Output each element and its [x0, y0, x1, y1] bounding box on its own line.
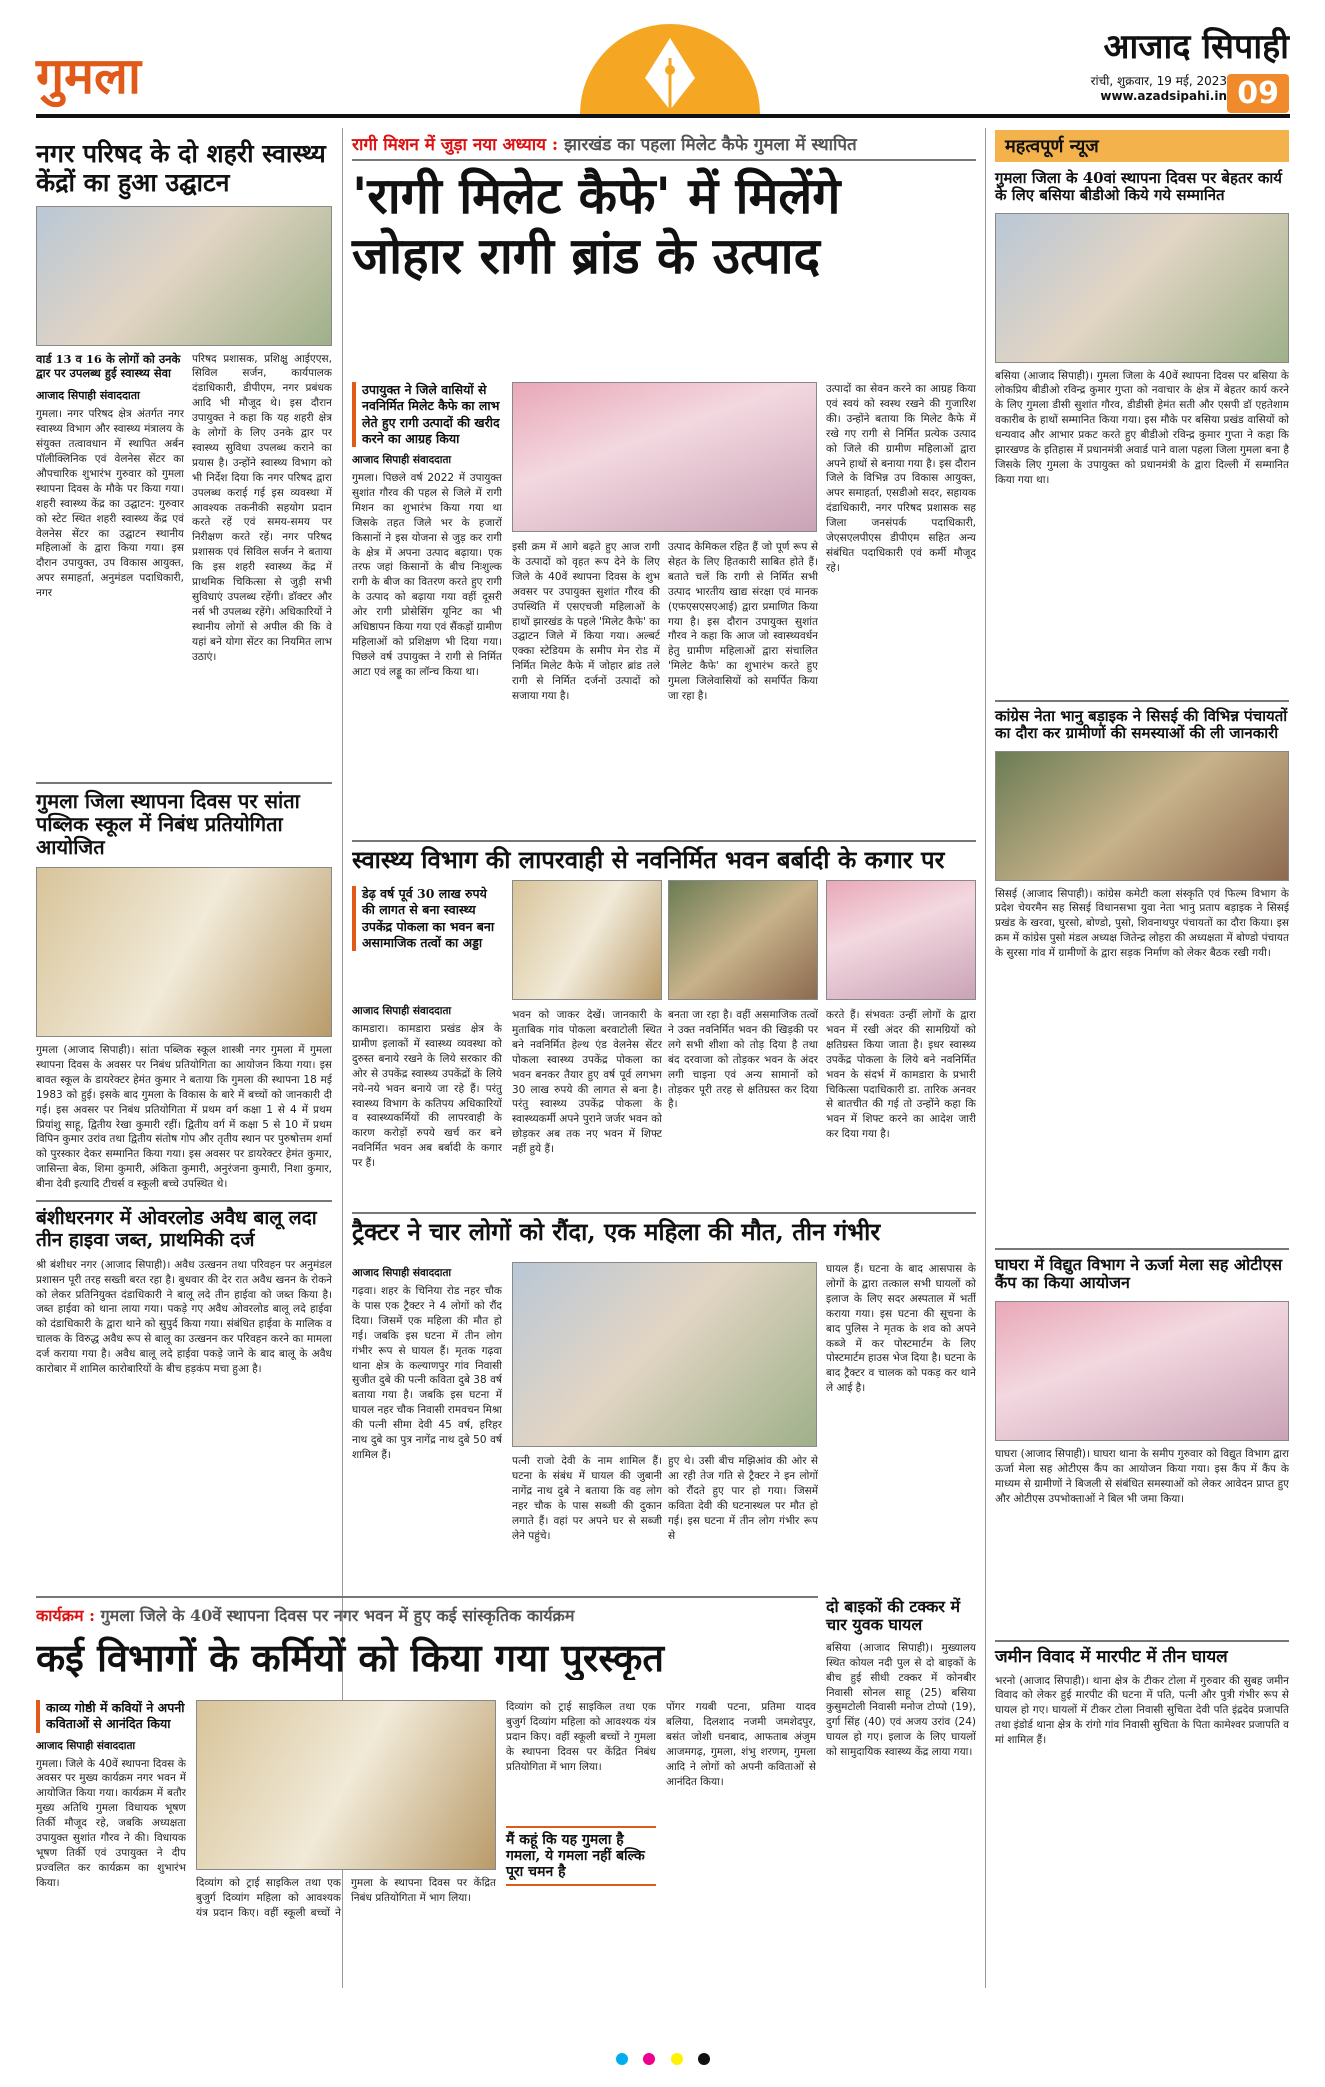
- article-photo: [995, 751, 1289, 881]
- article-photo: [36, 206, 332, 346]
- article-body: घाघरा (आजाद सिपाही)। घाघरा थाना के समीप गुरुवार को विद्युत विभाग द्वारा ऊर्जा मेला सह ओटीएस कैंप का आयोजन किया गया। इस कैंप में कैंप के माध्यम से ग्रामीणों ने बिजली से संबंधित समस्याओं को लेकर आवेदन प्राप्त हुए और ओटीएस उपभोक्ताओं ने बिल भी जमा किया।: [995, 1447, 1289, 1505]
- article-body: दिव्यांग को ट्राई साइकिल तथा एक बुजुर्ग दिव्यांग महिला को आवश्यक यंत्र प्रदान किए। वहीं स्कूली बच्चों ने गुमला के स्थापना दिवस पर केंद्रित निबंध प्रतियोगिता में भाग लिया।: [196, 1877, 496, 1919]
- article-bdo-honoured: [995, 170, 1289, 669]
- divider: [995, 1248, 1289, 1250]
- article-body: श्री बंशीधर नगर (आजाद सिपाही)। अवैध उत्खनन तथा परिवहन पर अनुमंडल प्रशासन पूरी तरह सख्ती बरत रहा है। बुधवार की देर रात अवैध खनन के रोकने को लेकर प्रतिनियुक्त दंडाधिकारी ने बालू लदे तीन हाईवा को जब्त किया है। जब्त हाईवा को थाना लाया गया। पकड़े गए अवैध ओवरलोड बालू लदे हाईवा को दंडाधिकारी के द्वारा थाने को सुपुर्द किया गया। संबंधित हाईवा के मालिक व चालक के विरुद्ध अवैध रूप से बालू का उत्खनन कर परिवहन करने का मामला दर्ज कराया गया है। अवैध बालू लदे हाईवा पकड़े जाने के बाद बालू के अवैध कारोबार में शामिल कारोबारियों के बीच हड़कंप मचा हुआ है।: [36, 1258, 332, 1376]
- article-body: बसिया (आजाद सिपाही)। मुख्यालय स्थित कोयल नदी पुल से दो बाइकों के बीच हुई सीधी टक्कर में कोनबीर निवासी सोनल साहू (25) बसिया कुसुमटोली निवासी मनोज टोप्पो (19), दुर्गा सिंह (40) एवं अजय उरांव (24) घायल हो गए। इलाज के लिए घायलों को सामुदायिक स्वास्थ्य केंद्र लाया गया।: [826, 1641, 976, 1759]
- subhead: उपायुक्त ने जिले वासियों से नवनिर्मित मिलेट कैफे का लाभ लेते हुए रागी उत्पादों की खरीद करने का आग्रह किया: [352, 382, 502, 447]
- divider: [36, 782, 332, 784]
- headline: दो बाइकों की टक्कर में चार युवक घायल: [826, 1597, 961, 1635]
- section-title: गुमला: [36, 46, 141, 105]
- article-photo: [995, 1301, 1289, 1441]
- article-body: गुमला। जिले के 40वें स्थापना दिवस के अवसर पर मुख्य कार्यक्रम नगर भवन में आयोजित किया गया। कार्यक्रम में बतौर मुख्य अतिथि गुमला विधायक भूषण तिर्की मौजूद रहे, जबकि अध्यक्षता उपायुक्त सुशांत गौरव ने की। विधायक भूषण तिर्की एवं उपायुक्त ने दीप प्रज्वलित कर कार्यक्रम का शुभारंभ किया।: [36, 1757, 186, 1889]
- article-body: बनता जा रहा है। वहीं असमाजिक तत्वों ने उक्त नवनिर्मित भवन की खिड़की पर लगे सभी शीशा को तोड़ दिया है तथा बंद दरवाजा को तोड़कर भवन के अंदर लगी चाइना एवं अन्य सामानों को तोड़कर पूरी तरह से क्षतिग्रस्त कर दिया है।: [668, 1009, 818, 1111]
- kicker-text: झारखंड का पहला मिलेट कैफे गुमला में स्थापित: [564, 135, 857, 155]
- tractor-col-1: [352, 1262, 502, 1594]
- masthead: [1059, 22, 1289, 112]
- cyan-dot: [616, 2053, 628, 2065]
- page-number: 09: [1227, 74, 1289, 113]
- article-sand-seizure: [36, 1208, 332, 1486]
- yellow-dot: [671, 2053, 683, 2065]
- article-body: कामडारा। कामडारा प्रखंड क्षेत्र के ग्रामीण इलाकों में स्वास्थ्य व्यवस्था को दुरुस्त बनाये रखने के लिये सरकार की ओर से उपकेंद्र स्वास्थ्य उपकेंद्रों के लिये नये-नये भवन बनाये जा रहे हैं। परंतु स्वास्थ्य विभाग के कतिपय अधिकारियों व स्वास्थ्यकर्मियों की लापरवाही के कारण करोड़ों रुपये खर्च कर बने नवनिर्मित भवन अब बर्बादी के कगार पर हैं।: [352, 1023, 502, 1170]
- article-urban-health: [36, 140, 332, 724]
- article-photo: [512, 382, 817, 532]
- program-col-3: [506, 1700, 656, 1892]
- article-body: घायल हैं। घटना के बाद आसपास के लोगों के द्वारा तत्काल सभी घायलों को इलाज के लिए सदर अस्पताल में भर्ती कराया गया। इस घटना की सूचना के बाद पुलिस ने मृतक के शव को अपने कब्जे में कर पोस्टमार्टम के लिए पोस्टमार्टम हाउस भेज दिया है। घटना के बाद ट्रैक्टर व चालक को पकड़ कर थाने ले आई है।: [826, 1263, 976, 1395]
- paper-name: आजाद सिपाही: [1103, 27, 1289, 67]
- divider: [352, 1212, 976, 1214]
- kicker-red: कार्यक्रम :: [36, 1606, 96, 1625]
- kicker: [352, 132, 976, 161]
- article-body: इसी क्रम में आगे बढ़ते हुए आज रागी के उत्पादों को वृहत रूप देने के लिए जिले के 40वें स्थापना दिवस के शुभ अवसर पर उपायुक्त सुशांत गौरव की उपस्थिति में एसएचजी महिलाओं के हाथों झारखंड के पहले 'मिलेट कैफे' का उद्घाटन जिले में किया गया। अल्बर्ट एक्का स्टेडियम के समीप मेन रोड में निर्मित मिलेट कैफे में जोहार ब्रांड तले रागी से निर्मित दर्जनों उत्पादों को सजाया गया है।: [512, 541, 660, 703]
- article-photo: [36, 867, 332, 1037]
- headline: ट्रैक्टर ने चार लोगों को रौंदा, एक महिला की मौत, तीन गंभीर: [352, 1218, 881, 1246]
- header-rule: [36, 114, 1290, 118]
- headline: बंशीधरनगर में ओवरलोड अवैध बालू लदा तीन हाइवा जब्त, प्राथमिकी दर्ज: [36, 1207, 317, 1251]
- health-col-1: [352, 1000, 502, 1212]
- dateline: रांची, शुक्रवार, 19 मई, 2023: [1090, 74, 1227, 88]
- millet-col-1: [352, 382, 502, 761]
- article-body: उत्पादों का सेवन करने का आग्रह किया एवं स्वयं को स्वस्थ रखने की गुजारिश की। उन्होंने बताया कि मिलेट कैफे में रखे गए रागी से निर्मित प्रत्येक उत्पाद को जिले की ग्रामीण महिलाओं द्वारा अपने हाथों से बनाया गया है। इस दौरान जिले के विभिन्न उप विकास आयुक्त, अपर समाहर्ता, एसडीओ सदर, सहायक दंडाधिकारी, नगर परिषद प्रशासक सह जिला जनसंपर्क पदाधिकारी, जेएसएलपीएस डीपीएम सहित अन्य संबंधित पदाधिकारी एवं कर्मी मौजूद रहे।: [826, 383, 976, 574]
- headline-line-2: जोहार रागी ब्रांड के उत्पाद: [352, 225, 821, 285]
- divider: [36, 1200, 332, 1202]
- article-body: भरनो (आजाद सिपाही)। थाना क्षेत्र के टीकर टोला में गुरुवार की सुबह जमीन विवाद को लेकर हुई मारपीट की घटना में पति, पत्नी और पुत्री गंभीर रूप से घायल हो गए। घायलों में टीकर टोला निवासी सुचिता देवी पति इंद्रदेव प्रजापति तथा इंडोर्ड थाना क्षेत्र के रांगो गांव निवासी सुचिता के पिता कामेश्वर प्रजापति व मां शामिल हैं।: [995, 1674, 1289, 1747]
- kicker: [36, 1604, 818, 1626]
- kicker-text: गुमला जिले के 40वें स्थापना दिवस पर नगर भवन में हुए कई सांस्कृतिक कार्यक्रम: [100, 1606, 575, 1625]
- article-body: गुमला। पिछले वर्ष 2022 में उपायुक्त सुशांत गौरव की पहल से जिले में रागी मिशन का शुभारंभ किया गया था जिसके तहत जिले भर के हजारों किसानों ने इस योजना से जुड़ कर रागी के क्षेत्र में अपना उत्पाद बढ़ाया। एक तरफ जहां किसानों के बीच निःशुल्क रागी के बीज का वितरण करते हुए रागी के उत्पाद को बढ़ाया गया वहीं दूसरी ओर रागी प्रोसेसिंग यूनिट का भी अधिष्ठापन किया गया एवं सैंकड़ों ग्रामीण महिलाओं को प्रशिक्षण भी दिया गया। पिछले वर्ष उपायुक्त ने रागी से निर्मित आटा एवं लड्डू का लॉन्च किया था।: [352, 472, 502, 678]
- article-body: पत्नी राजो देवी के नाम शामिल हैं। घटना के संबंध में घायल की जुबानी नागेंद्र नाथ दुबे ने बताया कि वह लोग नहर चौक के पास सब्जी की दुकान लगाते हैं। वहां पर अपने घर से सब्जी लेने पहुंचे।: [512, 1455, 662, 1542]
- registration-marks: [36, 2050, 1290, 2069]
- article-photo: [512, 1262, 817, 1447]
- headline: जमीन विवाद में मारपीट में तीन घायल: [995, 1647, 1228, 1667]
- divider: [36, 1596, 818, 1598]
- photo-caption: वार्ड 13 व 16 के लोगों को उनके द्वार पर उपलब्ध हुई स्वास्थ्य सेवा: [36, 351, 181, 380]
- important-news-label: महत्वपूर्ण न्यूज: [995, 130, 1289, 162]
- byline: आजाद सिपाही संवाददाता: [352, 1267, 452, 1279]
- subhead: काव्य गोष्ठी में कवियों ने अपनी कविताओं से आनंदित किया: [36, 1700, 186, 1733]
- headline: कई विभागों के कर्मियों को किया गया पुरस्कृत: [36, 1636, 664, 1680]
- important-news-box: [995, 130, 1289, 162]
- article-photo: [512, 880, 662, 1000]
- byline: आजाद सिपाही संवाददाता: [36, 389, 140, 403]
- article-body: उत्पाद केमिकल रहित हैं जो पूर्ण रूप से सेहत के लिए हितकारी साबित होते हैं। बताते चलें कि रागी से निर्मित सभी उत्पाद भारतीय खाद्य संरक्षा एवं मानक (एफएसएसएआई) द्वारा प्रमाणित किया गया है। इस दौरान उपायुक्त सुशांत गौरव ने कहा कि आज जो स्वास्थ्यवर्धन हेतु ग्रामीण महिलाओं द्वारा संचालित 'मिलेट कैफे' का शुभारंभ करते हुए गुमला जिलेवासियों को समर्पित किया जा रहा है।: [668, 541, 818, 703]
- website: www.azadsipahi.in: [1100, 89, 1227, 103]
- kicker-red: रागी मिशन में जुड़ा नया अध्याय :: [352, 135, 559, 155]
- byline: आजाद सिपाही संवाददाता: [352, 1005, 452, 1017]
- headline: घाघरा में विद्युत विभाग ने ऊर्जा मेला सह ओटीएस कैंप का किया आयोजन: [995, 1255, 1283, 1293]
- article-bike-accident: [826, 1598, 976, 1971]
- article-congress-visit: [995, 708, 1289, 1192]
- divider: [352, 840, 976, 842]
- headline: गुमला जिला स्थापना दिवस पर सांता पब्लिक स्कूल में निबंध प्रतियोगिता आयोजित: [36, 789, 300, 859]
- pull-quote: मैं कहूं कि यह गुमला है गमला, ये गमला नहीं बल्कि पूरा चमन है: [506, 1826, 656, 1886]
- article-millet-cafe: [352, 132, 976, 284]
- article-photo: [668, 880, 818, 1000]
- article-body: दिव्यांग को ट्राई साइकिल तथा एक बुजुर्ग दिव्यांग महिला को आवश्यक यंत्र प्रदान किए। वहीं स्कूली बच्चों ने गुमला के स्थापना दिवस पर केंद्रित निबंध प्रतियोगिता में भाग लिया।: [506, 1701, 656, 1773]
- headline: स्वास्थ्य विभाग की लापरवाही से नवनिर्मित भवन बर्बादी के कगार पर: [352, 846, 945, 874]
- article-body: गुमला। नगर परिषद क्षेत्र अंतर्गत नगर स्वास्थ्य विभाग और स्वास्थ्य मंत्रालय के संयुक्त तत्वावधान में स्थापित अर्बन पॉलीक्लिनिक एवं वेलनेस सेंटर का औपचारिक शुभारंभ गुरुवार को गुमला स्थापना दिवस के मौके पर किया गया। शहरी स्वास्थ्य केंद्र का उद्घाटन: गुरुवार को स्टेट स्थित शहरी स्वास्थ्य केंद्र एवं वेलनेस सेंटर का उद्घाटन स्थानीय महिलाओं के द्वारा किया गया। इस दौरान उपायुक्त, उप विकास आयुक्त, अपर समाहर्ता, अनुमंडल पदाधिकारी, नगर: [36, 408, 184, 600]
- article-body: बसिया (आजाद सिपाही)। गुमला जिला के 40वें स्थापना दिवस पर बसिया के लोकप्रिय बीडीओ रविन्द्र कुमार गुप्ता को नवाचार के क्षेत्र में बेहतर कार्य करने के लिए गुमला डीसी सुशांत गौरव, डीडीसी हेमंत सती और एसपी डॉ एहतेशाम वकारीब के हाथों सम्मानित किया गया। इस मौके पर बसिया प्रखंड वासियों को धन्यवाद और आभार प्रकट करते हुए बीडीओ रविन्द्र कुमार गुप्ता ने कहा कि झारखण्ड के इतिहास में प्रधानमंत्री अवार्ड पाने वाला पहला जिला गुमला बना है जिसके लिए गुमला के उपायुक्त को प्रधानमंत्री के द्वारा दिल्ली में सम्मानित किया गया था।: [995, 369, 1289, 486]
- article-body: हुए थे। उसी बीच मझिआंव की ओर से आ रही तेज गति से ट्रैक्टर ने इन लोगों को रौंदते हुए पार हो गया। जिसमें कविता देवी की घटनास्थल पर मौत हो गई। इस घटना में तीन लोग गंभीर रूप से: [668, 1455, 818, 1542]
- article-photo: [826, 880, 976, 1000]
- headline: कांग्रेस नेता भानु बड़ाइक ने सिसई की विभिन्न पंचायतों का दौरा कर ग्रामीणों की समस्याओं की ली जानकारी: [995, 707, 1288, 743]
- headline: नगर परिषद के दो शहरी स्वास्थ्य केंद्रों का हुआ उद्घाटन: [36, 139, 326, 197]
- divider: [995, 1640, 1289, 1642]
- column-divider: [985, 128, 986, 1988]
- article-photo: [196, 1700, 496, 1870]
- program-col-1: [36, 1700, 186, 1937]
- subhead: डेढ़ वर्ष पूर्व 30 लाख रुपये की लागत से बना स्वास्थ्य उपकेंद्र पोकला का भवन बना असामाजिक तत्वों का अड्डा: [352, 886, 502, 951]
- divider: [995, 700, 1289, 702]
- article-essay-competition: [36, 790, 332, 1218]
- article-photo: [995, 213, 1289, 363]
- article-energy-fair: [995, 1256, 1289, 1617]
- article-body: सिसई (आजाद सिपाही)। कांग्रेस कमेटी कला संस्कृति एवं फिल्म विभाग के प्रदेश चेयरमैन सह सिसई विधानसभा युवा नेता भानु प्रताप बड़ाइक ने सिसई प्रखंड के खरवा, घुरसो, बोण्डो, पुसो, शिवनाथपुर पंचायतों का दौरा किया। इस क्रम में कांग्रेस पुसो मंडल अध्यक्ष जितेन्द्र लोहरा की अध्यक्षता में बोण्डो पंचायत के सुरसा गांव में ग्रामीणों के द्वारा सड़क निर्माण को लेकर बैठक रखी गयी।: [995, 887, 1289, 960]
- pen-nib-logo-icon: [575, 18, 765, 114]
- byline: आजाद सिपाही संवाददाता: [36, 1739, 136, 1752]
- byline: आजाद सिपाही संवाददाता: [352, 454, 452, 466]
- article-land-dispute: [995, 1648, 1289, 1974]
- headline-line-1: 'रागी मिलेट कैफे' में मिलेंगे: [352, 166, 841, 225]
- article-body: गुमला (आजाद सिपाही)। सांता पब्लिक स्कूल शास्त्री नगर गुमला में गुमला स्थापना दिवस के अवसर पर निबंध प्रतियोगिता का आयोजन किया गया। इस बावत स्कूल के डायरेक्टर हेमंत कुमार ने बताया कि गुमला की स्थापना 18 मई 1983 को हुई। इसके बाद गुमला के विकास के बारे में बच्चों को जानकारी दी गई। इस अवसर पर निबंध प्रतियोगिता में प्रथम वर्ग कक्षा 1 से 4 में प्रथम प्रियांशु साहू, द्वितीय रेखा कुमारी रहीं। द्वितीय वर्ग में कक्षा 5 से 10 में प्रथम विपिन कुमार उरांव तथा द्वितीय संतोष गोप और तृतीय स्थान पर पुरुषोत्तम शर्मा को पुरस्कार देकर सम्मानित किया गया। इस अवसर पर डायरेक्टर हेमंत कुमार, जासिन्ता बेक, शिमा कुमारी, अंकिता कुमारी, अनुरंजना कुमारी, निशा कुमार, बीना देवी इत्यादि टीचर्स व स्कूली बच्चे उपस्थित थे।: [36, 1044, 332, 1191]
- magenta-dot: [643, 2053, 655, 2065]
- headline: गुमला जिला के 40वां स्थापना दिवस पर बेहतर कार्य के लिए बसिया बीडीओ किये गये सम्मानित: [995, 169, 1282, 205]
- article-body: करते हैं। संभवतः उन्हीं लोगों के द्वारा भवन में रखी अंदर की सामग्रियों को क्षतिग्रस्त किया जाता है। इधर स्वास्थ्य उपकेंद्र पोकला के लिये बने नवनिर्मित भवन के संदर्भ में कामडारा के प्रभारी चिकित्सा पदाधिकारी डा. तारिक अनवर से बातचीत की गई तो उन्होंने कहा कि भवन में शिफ्ट करने का आदेश जारी कर दिया गया है।: [826, 1009, 976, 1141]
- article-body: पोंगर गयबी पटना, प्रतिमा यादव बलिया, दिलशाद नजमी जमशेदपुर, बसंत जोशी धनबाद, आफताब अंजुम आजमगढ़, गुमला, शंभु शरणम्, गुमला आदि ने लोगों को अपनी कविताओं से आनंदित किया।: [666, 1701, 816, 1788]
- article-body: भवन को जाकर देखें। जानकारी के मुताबिक गांव पोकला बरवाटोली स्थित बने नवनिर्मित हेल्थ एंड वेलनेस सेंटर पोकला स्वास्थ्य उपकेंद्र पोकला का भवन बनकर तैयार हुए वर्ष पूर्व लगभग 30 लाख रुपये की लागत से बना है। परंतु स्वास्थ्य उपकेंद्र पोकला के स्वास्थ्यकर्मी अपने पुराने जर्जर भवन को छोड़कर अब तक नए भवन में शिफ्ट नहीं हुये हैं।: [512, 1009, 662, 1156]
- black-dot: [698, 2053, 710, 2065]
- article-body: गढ़वा। शहर के चिनिया रोड नहर चौक के पास एक ट्रैक्टर ने 4 लोगों को रौंद दिया। जिसमें एक महिला की मौत हो गई। जबकि इस घटना में तीन लोग गंभीर रूप से घायल हैं। मृतक गढ़वा थाना क्षेत्र के कल्याणपुर गांव निवासी सुजीत दुबे की पत्नी कविता दुबे 38 वर्ष बताया गया है। जबकि इस घटना में घायल नहर चौक निवासी रामवचन मिश्रा की पत्नी सीमा देवी 45 वर्ष, हरिहर नाथ दुबे का पुत्र नागेंद्र नाथ दुबे 50 वर्ष शामिल हैं।: [352, 1285, 502, 1461]
- article-body: परिषद प्रशासक, प्रशिक्षु आईएएस, सिविल सर्जन, कार्यपालक दंडाधिकारी, डीपीएम, नगर प्रबंधक आदि भी मौजूद थे। इस दौरान उपायुक्त ने कहा कि यह शहरी क्षेत्र के लोगों के लिए उनके द्वार पर स्वास्थ्य सुविधा उपलब्ध कराने का प्रयास है। उन्होंने स्वास्थ्य विभाग को भी निर्देश दिया कि नगर परिषद द्वारा उपलब्ध कराई गई इस व्यवस्था में आवश्यक तकनीकी सहयोग प्रदान करते रहें एवं समय-समय पर निरीक्षण करते रहें। नगर परिषद प्रशासक एवं सिविल सर्जन ने बताया कि इस शहरी स्वास्थ्य केंद्र में प्राथमिक चिकित्सा से जुड़ी सभी सुविधाएं उपलब्ध रहेंगी। डॉक्टर और नर्स भी उपलब्ध रहेंगे। अधिकारियों ने स्थानीय लोगों से अपील की कि वे यहां बने योगा सेंटर का नियमित लाभ उठाएं।: [192, 352, 332, 663]
